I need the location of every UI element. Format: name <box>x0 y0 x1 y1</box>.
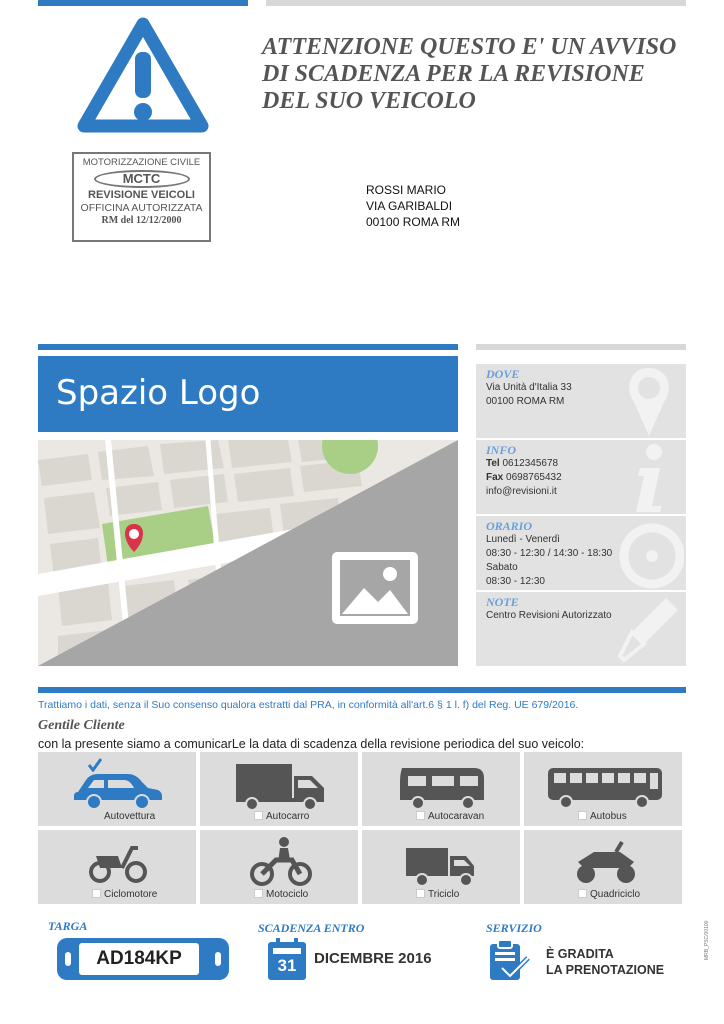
fax-value: 0698765432 <box>506 472 562 483</box>
camper-icon <box>362 758 520 814</box>
checkmark-icon <box>88 758 102 772</box>
info-box-note <box>476 592 686 666</box>
pen-nib-icon <box>614 592 684 666</box>
vehicle-checkbox[interactable] <box>254 811 263 820</box>
map[interactable] <box>38 440 458 666</box>
info-box-orario <box>476 516 686 590</box>
plate-number: AD184KP <box>79 943 199 975</box>
vehicle-checkbox[interactable] <box>254 889 263 898</box>
due-date: DICEMBRE 2016 <box>314 950 432 967</box>
vehicle-checkbox[interactable] <box>578 889 587 898</box>
recipient-name: ROSSI MARIO <box>366 183 447 197</box>
tricycle-icon <box>362 836 520 892</box>
stamp-line-3: OFFICINA AUTORIZZATA <box>80 202 203 214</box>
document-code: MRB_PSC/00100 <box>704 920 710 960</box>
scooter-icon <box>38 836 196 892</box>
calendar-day: 31 <box>277 956 297 975</box>
recipient-city: 00100 ROMA RM <box>366 215 461 229</box>
servizio-line-1: È GRADITA <box>546 947 614 961</box>
note-line-1: Centro Revisioni Autorizzato <box>486 610 612 621</box>
recipient-address <box>366 182 460 230</box>
top-grey-bar <box>266 0 686 6</box>
orario-line-1: Lunedì - Venerdì <box>486 534 560 545</box>
orario-line-2: 08:30 - 12:30 / 14:30 - 18:30 <box>486 548 613 559</box>
dove-line-2: 00100 ROMA RM <box>486 396 565 407</box>
map-illustration <box>38 440 458 666</box>
vehicle-autobus[interactable] <box>524 752 682 826</box>
vehicle-checkbox[interactable] <box>92 889 101 898</box>
vehicle-autocarro[interactable] <box>200 752 358 826</box>
tel-value: 0612345678 <box>502 458 559 469</box>
vehicle-checkbox[interactable] <box>416 811 425 820</box>
logo-placeholder: Spazio Logo <box>38 356 458 432</box>
vehicle-autocaravan[interactable] <box>362 752 520 826</box>
email-value[interactable]: info@revisioni.it <box>486 486 557 497</box>
vehicle-checkbox[interactable] <box>416 889 425 898</box>
quad-icon <box>524 836 682 892</box>
section-bar <box>38 344 458 350</box>
truck-icon <box>200 758 358 814</box>
greeting: Gentile Cliente <box>38 718 125 733</box>
vehicle-label: Ciclomotore <box>104 889 158 900</box>
targa-title: TARGA <box>48 919 88 933</box>
clipboard-check-icon <box>488 938 532 982</box>
servizio-line-2: LA PRENOTAZIONE <box>546 963 665 977</box>
scadenza-title: SCADENZA ENTRO <box>258 921 365 935</box>
warning-triangle-icon <box>74 14 212 138</box>
recipient-street: VIA GARIBALDI <box>366 199 453 213</box>
headline: ATTENZIONE QUESTO E' UN AVVISO DI SCADENZA PER LA REVISIONE DEL SUO VEICOLO <box>262 34 677 114</box>
plate-dot-icon <box>65 952 71 966</box>
info-box-info <box>476 440 686 514</box>
stamp-badge: MCTC <box>94 170 190 188</box>
mctc-stamp <box>72 152 211 242</box>
info-title: INFO <box>486 443 517 457</box>
vehicle-autovettura[interactable] <box>38 752 196 826</box>
vehicle-label: Triciclo <box>428 889 460 900</box>
info-box-dove <box>476 364 686 438</box>
dove-title: DOVE <box>486 367 520 381</box>
vehicle-label: Autobus <box>590 811 627 822</box>
image-placeholder-icon <box>332 552 418 624</box>
vehicle-label: Autocaravan <box>428 811 485 822</box>
license-plate <box>57 938 229 980</box>
vehicle-label: Autovettura <box>104 811 156 822</box>
vehicle-motociclo[interactable] <box>200 830 358 904</box>
privacy-notice: Trattiamo i dati, senza il Suo consenso qualora estratti dal PRA, in conformità all'art.6 § 1 l. f) del Reg. UE 679/2016. <box>38 699 579 711</box>
clock-icon <box>614 516 684 590</box>
vehicle-triciclo[interactable] <box>362 830 520 904</box>
stamp-line-2: REVISIONE VEICOLI <box>88 189 195 201</box>
vehicle-label: Motociclo <box>266 889 309 900</box>
vehicle-ciclomotore[interactable] <box>38 830 196 904</box>
motorcycle-icon <box>200 836 358 892</box>
orario-line-3: Sabato <box>486 562 518 573</box>
stamp-line-1: MOTORIZZAZIONE CIVILE <box>82 157 201 168</box>
servizio-title: SERVIZIO <box>486 921 542 935</box>
tel-label: Tel <box>486 458 500 469</box>
vehicle-quadriciclo[interactable] <box>524 830 682 904</box>
vehicle-checkbox[interactable] <box>578 811 587 820</box>
location-pin-icon <box>614 364 684 438</box>
vehicle-label: Autocarro <box>266 811 310 822</box>
section-bar-grey <box>476 344 686 350</box>
calendar-icon <box>268 938 306 980</box>
top-accent-bar <box>38 0 248 6</box>
orario-title: ORARIO <box>486 519 533 533</box>
stamp-line-4: RM del 12/12/2000 <box>101 215 182 226</box>
info-i-icon <box>614 440 684 514</box>
vehicle-label: Quadriciclo <box>590 889 641 900</box>
section-bar-lower <box>38 687 686 693</box>
fax-label: Fax <box>486 472 504 483</box>
note-title: NOTE <box>486 595 519 609</box>
plate-dot-icon <box>215 952 221 966</box>
bus-icon <box>524 758 682 814</box>
intro-text: con la presente siamo a comunicarLe la data di scadenza della revisione periodica del suo veicolo: <box>38 737 585 751</box>
orario-line-4: 08:30 - 12:30 <box>486 576 545 587</box>
car-icon <box>38 758 196 814</box>
dove-line-1: Via Unità d'Italia 33 <box>486 382 572 393</box>
servizio-text <box>546 946 664 978</box>
